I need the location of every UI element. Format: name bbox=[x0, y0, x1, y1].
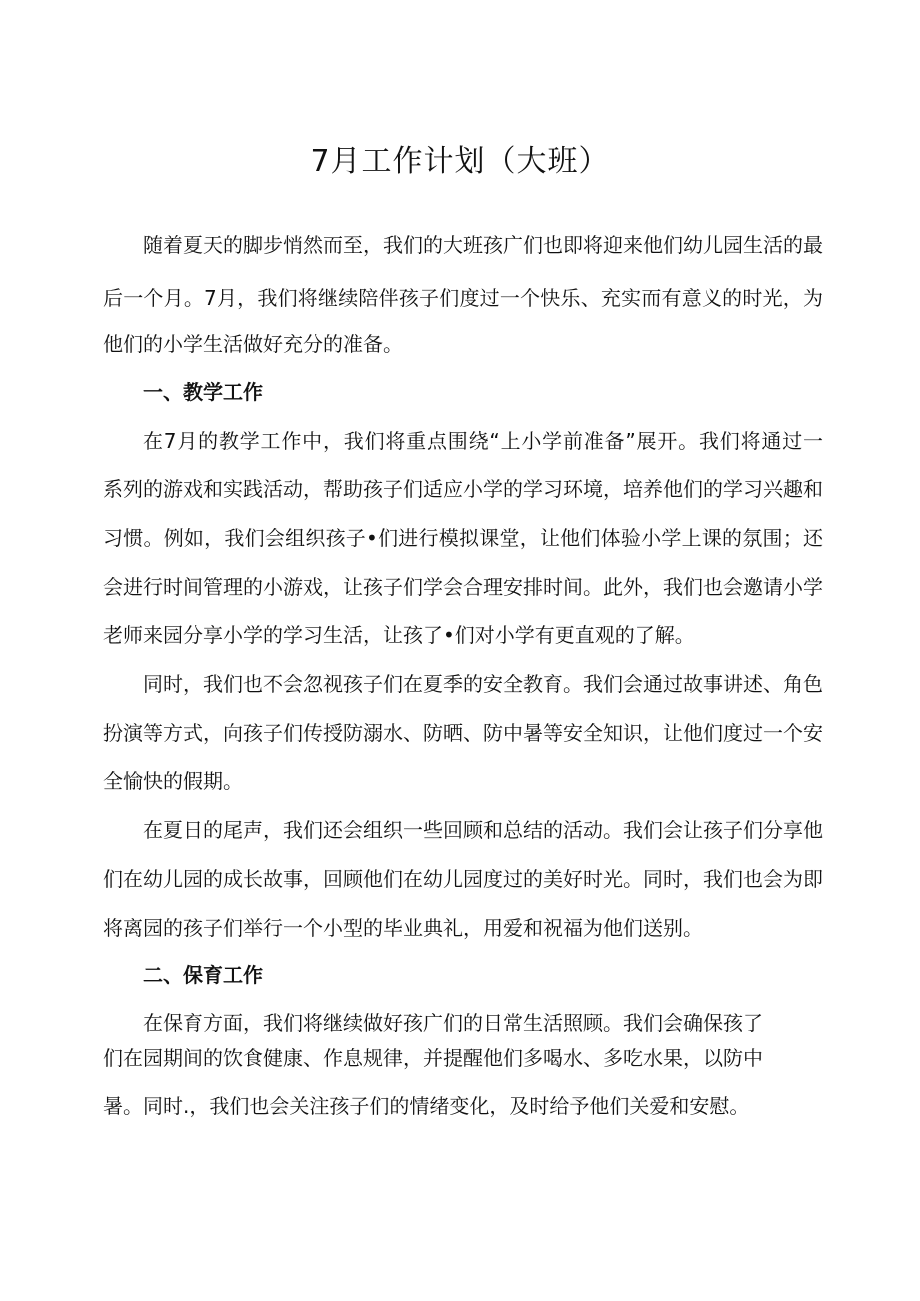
document-title: 7月工作计划（大班） bbox=[310, 144, 610, 179]
teaching-para2-line-1: 同时，我们也不会忽视孩子们在夏季的安全教育。我们会通过故事讲述、角色 bbox=[143, 672, 823, 696]
intro-line-1: 随着夏天的脚步悄然而至，我们的大班孩广们也即将迎来他们幼儿园生活的最 bbox=[143, 233, 823, 257]
teaching-para1-line-4: 会进行时间管理的小游戏，让孩子们学会合理安排时间。此外，我们也会邀请小学 bbox=[103, 575, 823, 599]
teaching-para1-line-1: 在7月的教学工作中，我们将重点围绕“上小学前准备”展开。我们将通过一 bbox=[143, 429, 823, 453]
teaching-para1-line-2: 系列的游戏和实践活动，帮助孩子们适应小学的学习环境，培养他们的学习兴趣和 bbox=[103, 477, 823, 501]
teaching-para3-line-3: 将离园的孩子们举行一个小型的毕业典礼，用爱和祝福为他们送别。 bbox=[103, 916, 703, 940]
teaching-para3-line-1: 在夏日的尾声，我们还会组织一些回顾和总结的活动。我们会让孩子们分享他 bbox=[143, 818, 823, 842]
section-heading-teaching: 一、教学工作 bbox=[143, 380, 263, 404]
teaching-para1-line-5: 老师来园分享小学的学习生活，让孩了•们对小学有更直观的了解。 bbox=[103, 623, 695, 647]
teaching-para2-line-2: 扮演等方式，向孩子们传授防溺水、防晒、防中暑等安全知识，让他们度过一个安 bbox=[103, 721, 823, 745]
teaching-para1-line-3: 习惯。例如，我们会组织孩子•们进行模拟课堂，让他们体验小学上课的氛围；还 bbox=[103, 526, 823, 550]
care-para1-line-2: 们在园期间的饮食健康、作息规律，并提醒他们多喝水、多吃水果，以防中 bbox=[103, 1046, 763, 1070]
section-heading-care: 二、保育工作 bbox=[143, 963, 263, 987]
teaching-para3-line-2: 们在幼儿园的成长故事，回顾他们在幼儿园度过的美好时光。同时，我们也会为即 bbox=[103, 867, 823, 891]
intro-line-2: 后一个月。7月，我们将继续陪伴孩子们度过一个快乐、充实而有意义的时光，为 bbox=[103, 286, 823, 310]
intro-line-3: 他们的小学生活做好充分的准备。 bbox=[103, 332, 403, 356]
care-para1-line-3: 暑。同时.，我们也会关注孩子们的情绪变化，及时给予他们关爱和安慰。 bbox=[103, 1094, 750, 1118]
teaching-para2-line-3: 全愉快的假期。 bbox=[103, 769, 243, 793]
care-para1-line-1: 在保育方面，我们将继续做好孩广们的日常生活照顾。我们会确保孩了 bbox=[143, 1011, 763, 1035]
